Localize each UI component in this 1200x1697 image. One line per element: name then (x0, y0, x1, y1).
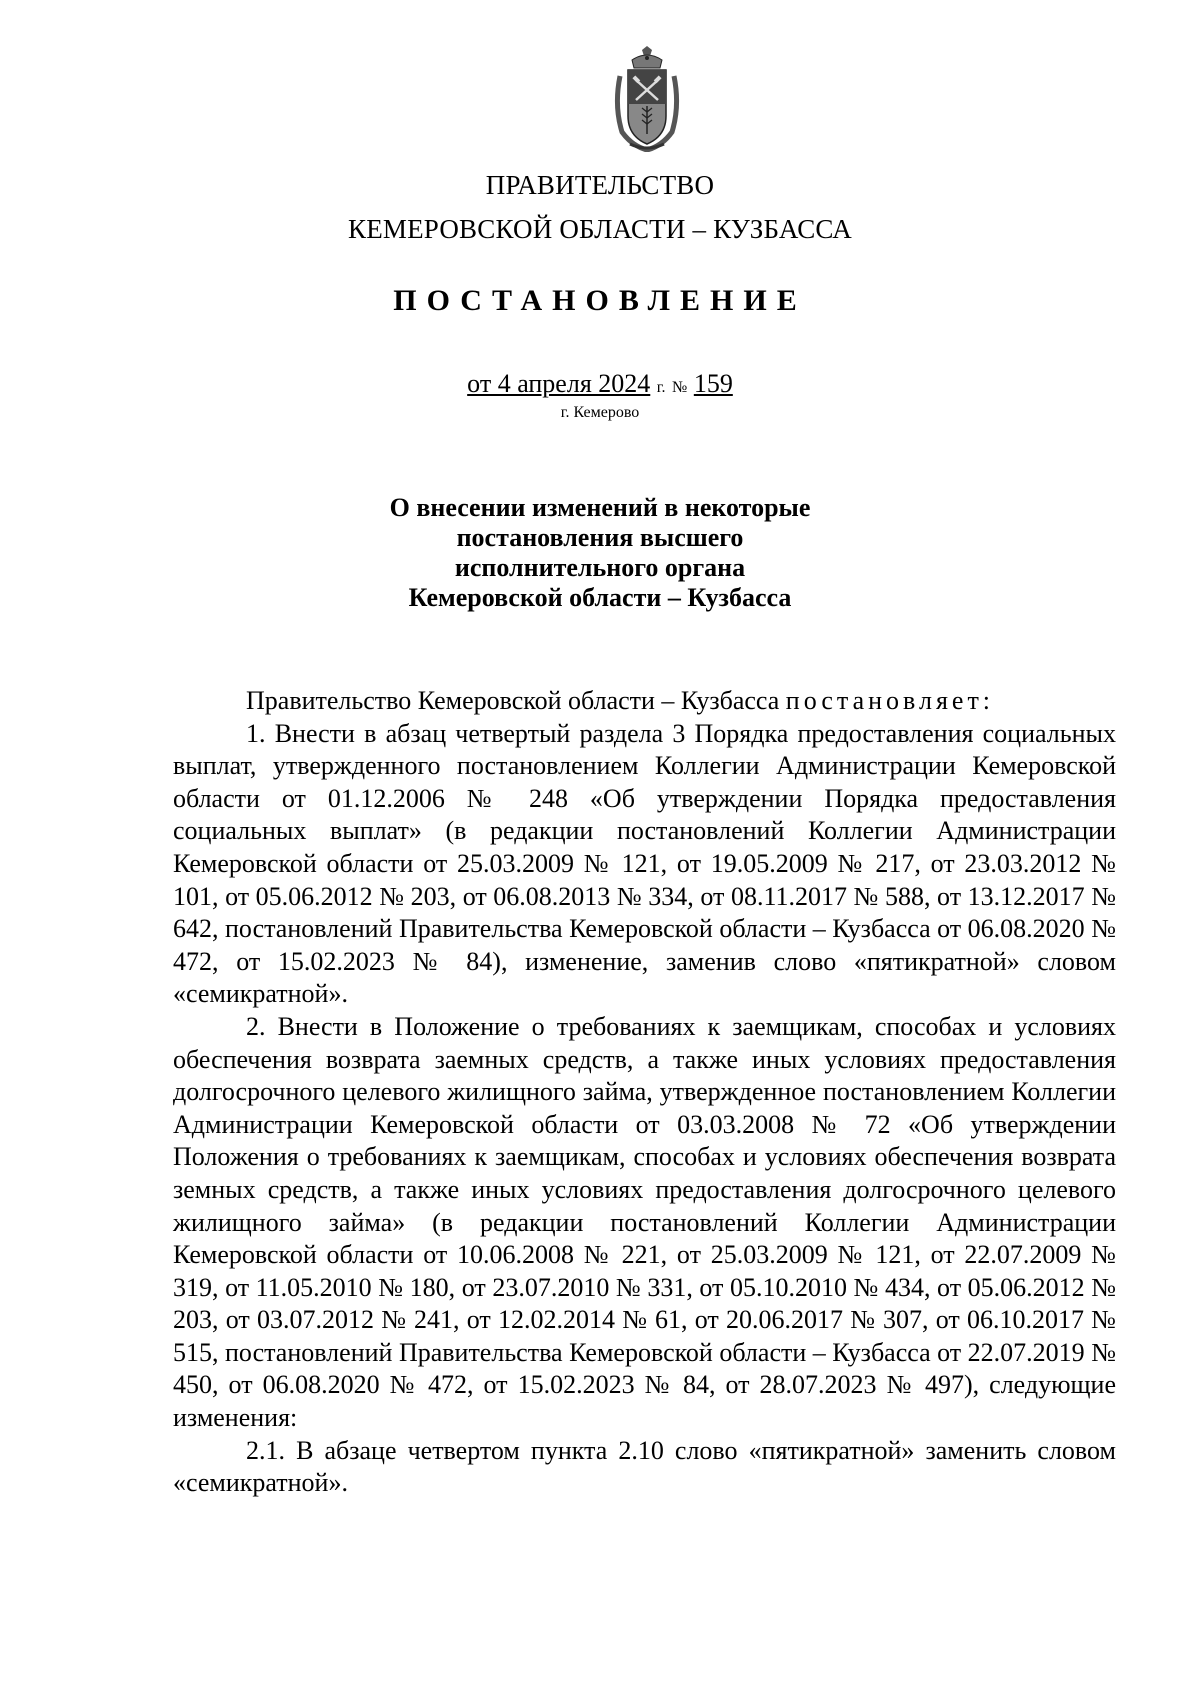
city: г. Кемерово (560, 404, 640, 421)
decree-word: постановляет: (785, 686, 995, 715)
organization-line-1: ПРАВИТЕЛЬСТВО (485, 170, 715, 200)
intro-text: Правительство Кемеровской области – Кузбасса (246, 686, 786, 715)
paragraph-2: 2. Внести в Положение о требованиях к заемщикам, способах и условиях обеспечения возврата заемных средств, а также иных условиях предоставления долгосрочного целевого жилищного займа, утвержденное постановлением Коллегии Администрации Кемеровской области от 03.03.2008 № 72 «Об утверждении Положения о требованиях к заемщикам, способах и условиях обеспечения возврата земных средств, а также иных условиях предоставления долгосрочного целевого жилищного займа» (в редакции постановлений Коллегии Администрации Кемеровской области от 10.06.2008 № 221, от 25.03.2009 № 121, от 22.07.2009 № 319, от 11.05.2010 № 180, от 23.07.2010 № 331, от 05.10.2010 № 434, от 05.06.2012 № 203, от 03.07.2012 № 241, от 12.02.2014 № 61, от 20.06.2017 № 307, от 06.10.2017 № 515, постановлений Правительства Кемеровской области – Кузбасса от 22.07.2019 № 450, от 06.08.2020 № 472, от 15.02.2023 № 84, от 28.07.2023 № 497), следующие изменения: (173, 1011, 1116, 1433)
intro-paragraph (173, 685, 1116, 718)
organization-line-2: КЕМЕРОВСКОЙ ОБЛАСТИ – КУЗБАССА (348, 214, 852, 244)
title-line-3: исполнительного органа (454, 553, 746, 582)
number-sign: № (672, 379, 688, 396)
document-type: ПОСТАНОВЛЕНИЕ (393, 284, 807, 317)
kemerovo-coat-of-arms-icon (612, 46, 682, 152)
paragraph-2-1: 2.1. В абзаце четвертом пункта 2.10 слово «пятикратной» заменить словом «семикратной». (173, 1435, 1116, 1498)
year-suffix: г. (656, 379, 666, 396)
paragraph-1: 1. Внести в абзац четвертый раздела 3 Порядка предоставления социальных выплат, утвержденного постановлением Коллегии Администрации Кемеровской области от 01.12.2006 № 248 «Об утверждении Порядка предоставления социальных выплат» (в редакции постановлений Коллегии Администрации Кемеровской области от 25.03.2009 № 121, от 19.05.2009 № 217, от 23.03.2012 № 101, от 05.06.2012 № 203, от 06.08.2013 № 334, от 08.11.2017 № 588, от 13.12.2017 № 642, постановлений Правительства Кемеровской области – Кузбасса от 06.08.2020 № 472, от 15.02.2023 № 84), изменение, заменив слово «пятикратной» словом «семикратной». (173, 718, 1116, 1009)
document-body (173, 685, 1116, 1500)
date-number-line (0, 369, 1200, 399)
title-line-4: Кемеровской области – Кузбасса (408, 583, 792, 612)
document-number: 159 (693, 369, 733, 398)
title-line-1: О внесении изменений в некоторые (389, 493, 811, 522)
document-date: от 4 апреля 2024 (467, 369, 651, 398)
document-title (0, 493, 1200, 613)
title-line-2: постановления высшего (456, 523, 744, 552)
